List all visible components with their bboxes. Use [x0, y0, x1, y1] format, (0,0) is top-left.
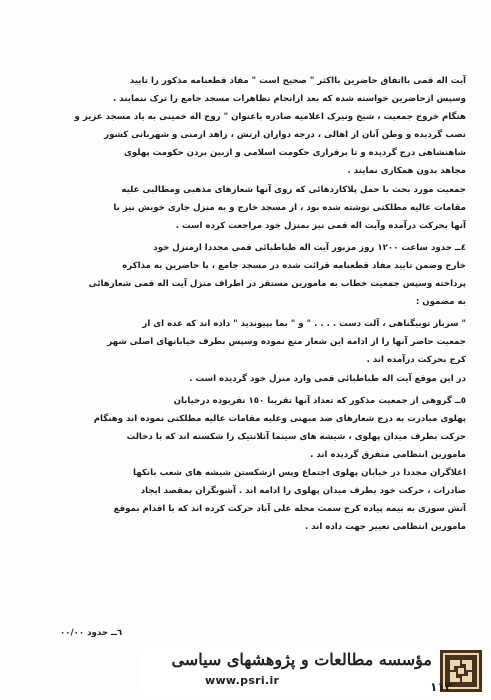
document-line: " سرباز توبیگناهی ، آلت دست . . . . " و " بما بپیوندید " داده اند که عده ای از: [142, 319, 466, 330]
page-number: ١١٣: [430, 680, 452, 694]
document-line: هنگام خروج جمعیت ، شیخ ونیرک اعلامیه صادره باعنوان " روح اله خمینی به یاد مسجد عزیز و: [74, 112, 466, 123]
document-line: مامورین انتظامی متفرق گردیده اند .: [310, 449, 466, 460]
document-line: پرداخته وسپس جمعیت خطاب به مامورین مستقر در اطراف منزل آیت اله قمی شعارهائی: [88, 279, 466, 290]
document-line: مقامات عالیه مطلکتی نوشته شده بود ، از مسجد خارج و به منزل جاری خویش نیز با: [113, 202, 466, 213]
document-line: خارج وضمن تایید مفاد قطعنامه قرائت شده در مسجد جامع ، با حاضرین به مذاکره: [122, 260, 466, 271]
document-line: صادرات ، حرکت خود بطرف میدان پهلوی را ادامه اند . آشوبگران بمقصد ایجاد: [140, 486, 466, 497]
document-line: جمعیت مورد بحث با حمل پلاکاردهائی که روی آنها شعارهای مذهبی ومطالبی علیه: [121, 184, 466, 195]
watermark-footer: [0, 644, 491, 700]
document-line: آیت اله قمی بااتفاق حاضرین بااکثر " صحیح است " مفاد قطعنامه مذکور را تایید: [129, 76, 466, 86]
document-line: شاهنشاهی درج گردیده و تا برقراری حکومت اسلامی و ازبین بردن حکومت پهلوی: [124, 148, 466, 159]
document-line: کرج بحرکت درآمده اند .: [366, 355, 466, 366]
section-6-heading: ٦ــ حدود ٠٠/٠٠: [60, 628, 123, 638]
document-line: وسپس ازحاضرین خواسته شده که بعد ازانجام تظاهرات مسجد جامع را ترک ننمایند .: [113, 94, 466, 105]
institute-url: www.psri.ir: [205, 674, 280, 687]
document-line: مامورین انتظامی تغییر جهت داده اند .: [304, 522, 466, 533]
document-line: ٥ــ گروهی از جمعیت مذکور که تعداد آنها تقریبا ١٥٠ نفربوده درخیابان: [173, 395, 466, 406]
document-body: [26, 72, 466, 536]
institute-name: مؤسسه مطالعات و پژوهشهای سیاسی: [171, 650, 432, 669]
document-line: در این موقع آیت اله طباطبائی قمی وارد منزل خود گردیده است .: [189, 373, 466, 384]
document-line: نصب گردیده و وطن آنان از اهالی ، درجه دواران ارتش ، زاهد ارمنی و شهربانی کشور: [104, 130, 466, 141]
document-line: اغلاگران مجددا در خیابان پهلوی اجتماع وپس ازشکستن شیشه های شعب بانکها: [133, 467, 466, 478]
document-line: پهلوی مبادرت به درج شعارهای ضد میهنی وعلیه مقامات عالیه مطلکتی نموده اند وهنگام: [93, 413, 466, 424]
document-line: مجاهد بدون همکاری نمایند .: [347, 166, 466, 177]
document-line: به مضمون :: [415, 297, 466, 308]
document-line: ٤ــ حدود ساعت ١٢٠٠ روز مزبور آیت اله طباطبائی قمی مجددا ازمنزل خود: [153, 242, 466, 253]
document-line: آنها بحرکت درآمده وآیت اله قمی نیز بمنزل خود مراجعت کرده است .: [175, 220, 466, 231]
document-line: آتش سوزی به بیمه پیاده کرج سمت محله علی آباد حرکت کرده اند که با اقدام بموقع: [113, 504, 466, 515]
document-line: حرکت بطرف میدان پهلوی ، شیشه های سینما آتلانتیک را شکسته اند که با دخالت: [126, 431, 466, 442]
document-line: جمعیت حاضر آنها را از ادامه این شعار منع نموده وسپس بطرف خیابانهای اصلی شهر: [107, 337, 466, 348]
